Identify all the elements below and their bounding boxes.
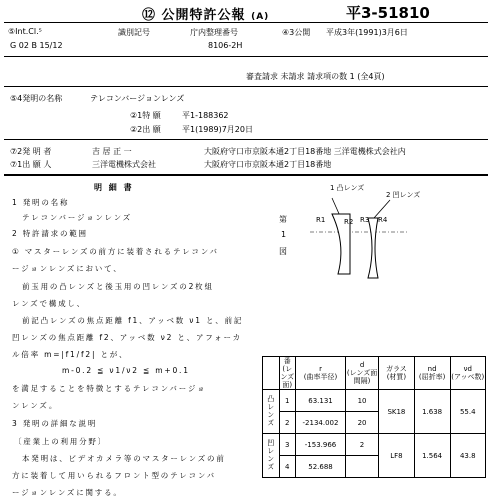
col-header-d: d (レンズ面間隔) [345,357,378,390]
inventor-address: 大阪府守口市京阪本通2丁目18番地 三洋電機株式会社内 [204,147,406,156]
cell-no: 3 [279,434,296,456]
gazette-title-block [142,4,269,23]
cell-d: 10 [345,390,378,412]
gazette-mark: ⑫ [142,8,157,23]
cell-nd: 1.564 [414,434,450,478]
cell-vd: 43.8 [450,434,485,478]
spec-line: 2 特許請求の範囲 [12,229,88,238]
invention-rule [4,139,488,140]
figure-label-concave: 2 凹レンズ [386,191,421,199]
spec-line: 〔産業上の利用分野〕 [14,437,107,446]
figure-label-convex: 1 凸レンズ [330,184,365,192]
cell-vd: 55.4 [450,390,485,434]
filed-label: ②2出 願 [130,125,161,134]
filed-value: 平1(1989)7月20日 [182,125,253,134]
spec-line: 前記凸レンズの焦点距離 f1、アッベ数 ν1 と、前記 [22,316,244,325]
r1-label: R1 [316,216,326,224]
spec-line: ージョンレンズに関する。 [12,488,123,497]
file-no-label: 庁内整理番号 [190,28,238,37]
invention-title: テレコンバージョンレンズ [90,94,185,103]
exam-rule [4,86,488,87]
spec-line: レンズで構成し、 [12,299,86,308]
cell-r: -153.966 [296,434,346,456]
int-cl-value: G 02 B 15/12 [10,41,63,50]
fig-caption-3: 図 [279,247,287,256]
parties-rule [4,174,488,176]
file-no-value: 8106-2H [208,41,243,50]
spec-line: 凹レンズの焦点距離 f2、アッベ数 ν2 と、アフォーカ [12,333,242,342]
cell-no: 4 [279,456,296,478]
r2-label: R2 [344,218,354,226]
applicant-label: ⑦1出 願 人 [10,160,52,169]
int-cl-label: ⑤Int.Cl.⁵ [8,27,42,36]
id-code-label: 識別記号 [118,28,150,37]
gazette-title: 公開特許公報 [161,8,246,23]
r4-label: R4 [378,216,388,224]
cell-d [345,456,378,478]
pub-date-label: ④3公開 [282,28,311,37]
col-header-nd: nd (屈折率) [414,357,450,390]
spec-formula: m-0.2 ≦ ν1/ν2 ≦ m+0.1 [62,366,190,375]
inventor-name: 吉 居 正 一 [92,147,132,156]
spec-line: ンレンズ。 [12,401,59,410]
gazette-kind: (A) [251,12,270,22]
r3-label: R3 [360,216,370,224]
cell-r: 52.688 [296,456,346,478]
cell-r: -2134.002 [296,412,346,434]
group-label-concave: 凹レンズ [266,438,275,471]
inventor-label: ⑦2発 明 者 [10,147,52,156]
cell-r: 63.131 [296,390,346,412]
applicant-name: 三洋電機株式会社 [92,160,156,169]
invention-title-label: ⑤4発明の名称 [10,94,63,103]
col-header-no: 番 (レンズ面) [280,357,295,389]
group-label-convex: 凸レンズ [266,394,275,427]
spec-line: テレコンバージョンレンズ [22,213,133,222]
app-no-value: 平1-188362 [182,111,229,120]
spec-line: ① マスターレンズの前方に装着されるテレコンバ [12,247,219,256]
spec-heading: 明 細 書 [94,183,134,192]
exam-status: 審査請求 未請求 請求項の数 1 (全4頁) [246,72,385,81]
fig-caption-2: 1 [281,230,287,239]
publication-number: 平3-51810 [346,4,430,22]
spec-line: ル倍率 m=|f1/f2| とが、 [12,350,129,359]
spec-line: ージョンレンズにおいて、 [12,264,123,273]
table-row [263,434,486,456]
col-header-vd: νd (アッベ数) [450,357,485,390]
cell-d: 2 [345,434,378,456]
cell-no: 1 [279,390,296,412]
col-header-r: r (曲率半径) [296,357,346,390]
app-no-label: ②1特 願 [130,111,161,120]
applicant-address: 大阪府守口市京阪本通2丁目18番地 [204,160,332,169]
spec-line: 1 発明の名称 [12,198,70,207]
spec-line: 前玉用の凸レンズと後玉用の凹レンズの2枚組 [22,282,214,291]
spec-line: を満足することを特徴とするテレコンバージョ [12,384,207,393]
spec-line: 3 発明の詳細な説明 [12,419,98,428]
lens-data-table [262,356,486,478]
lens-diagram [298,192,438,312]
col-header-glass: ガラス (材質) [379,357,415,390]
pub-date-value: 平成3年(1991)3月6日 [326,28,408,37]
cell-glass: SK18 [379,390,415,434]
header-rule [4,22,488,23]
fig-caption-1: 第 [279,215,287,224]
biblio-rule [4,56,488,57]
table-corner [263,357,280,390]
cell-d: 20 [345,412,378,434]
cell-no: 2 [279,412,296,434]
cell-glass: LF8 [379,434,415,478]
spec-line: 方に装着して用いられるフロント型のテレコンバ [12,471,216,480]
cell-nd: 1.638 [414,390,450,434]
spec-line: 本発明は、ビデオカメラ等のマスターレンズの前 [22,454,226,463]
table-row [263,390,486,412]
concave-lens-shape [368,218,378,278]
